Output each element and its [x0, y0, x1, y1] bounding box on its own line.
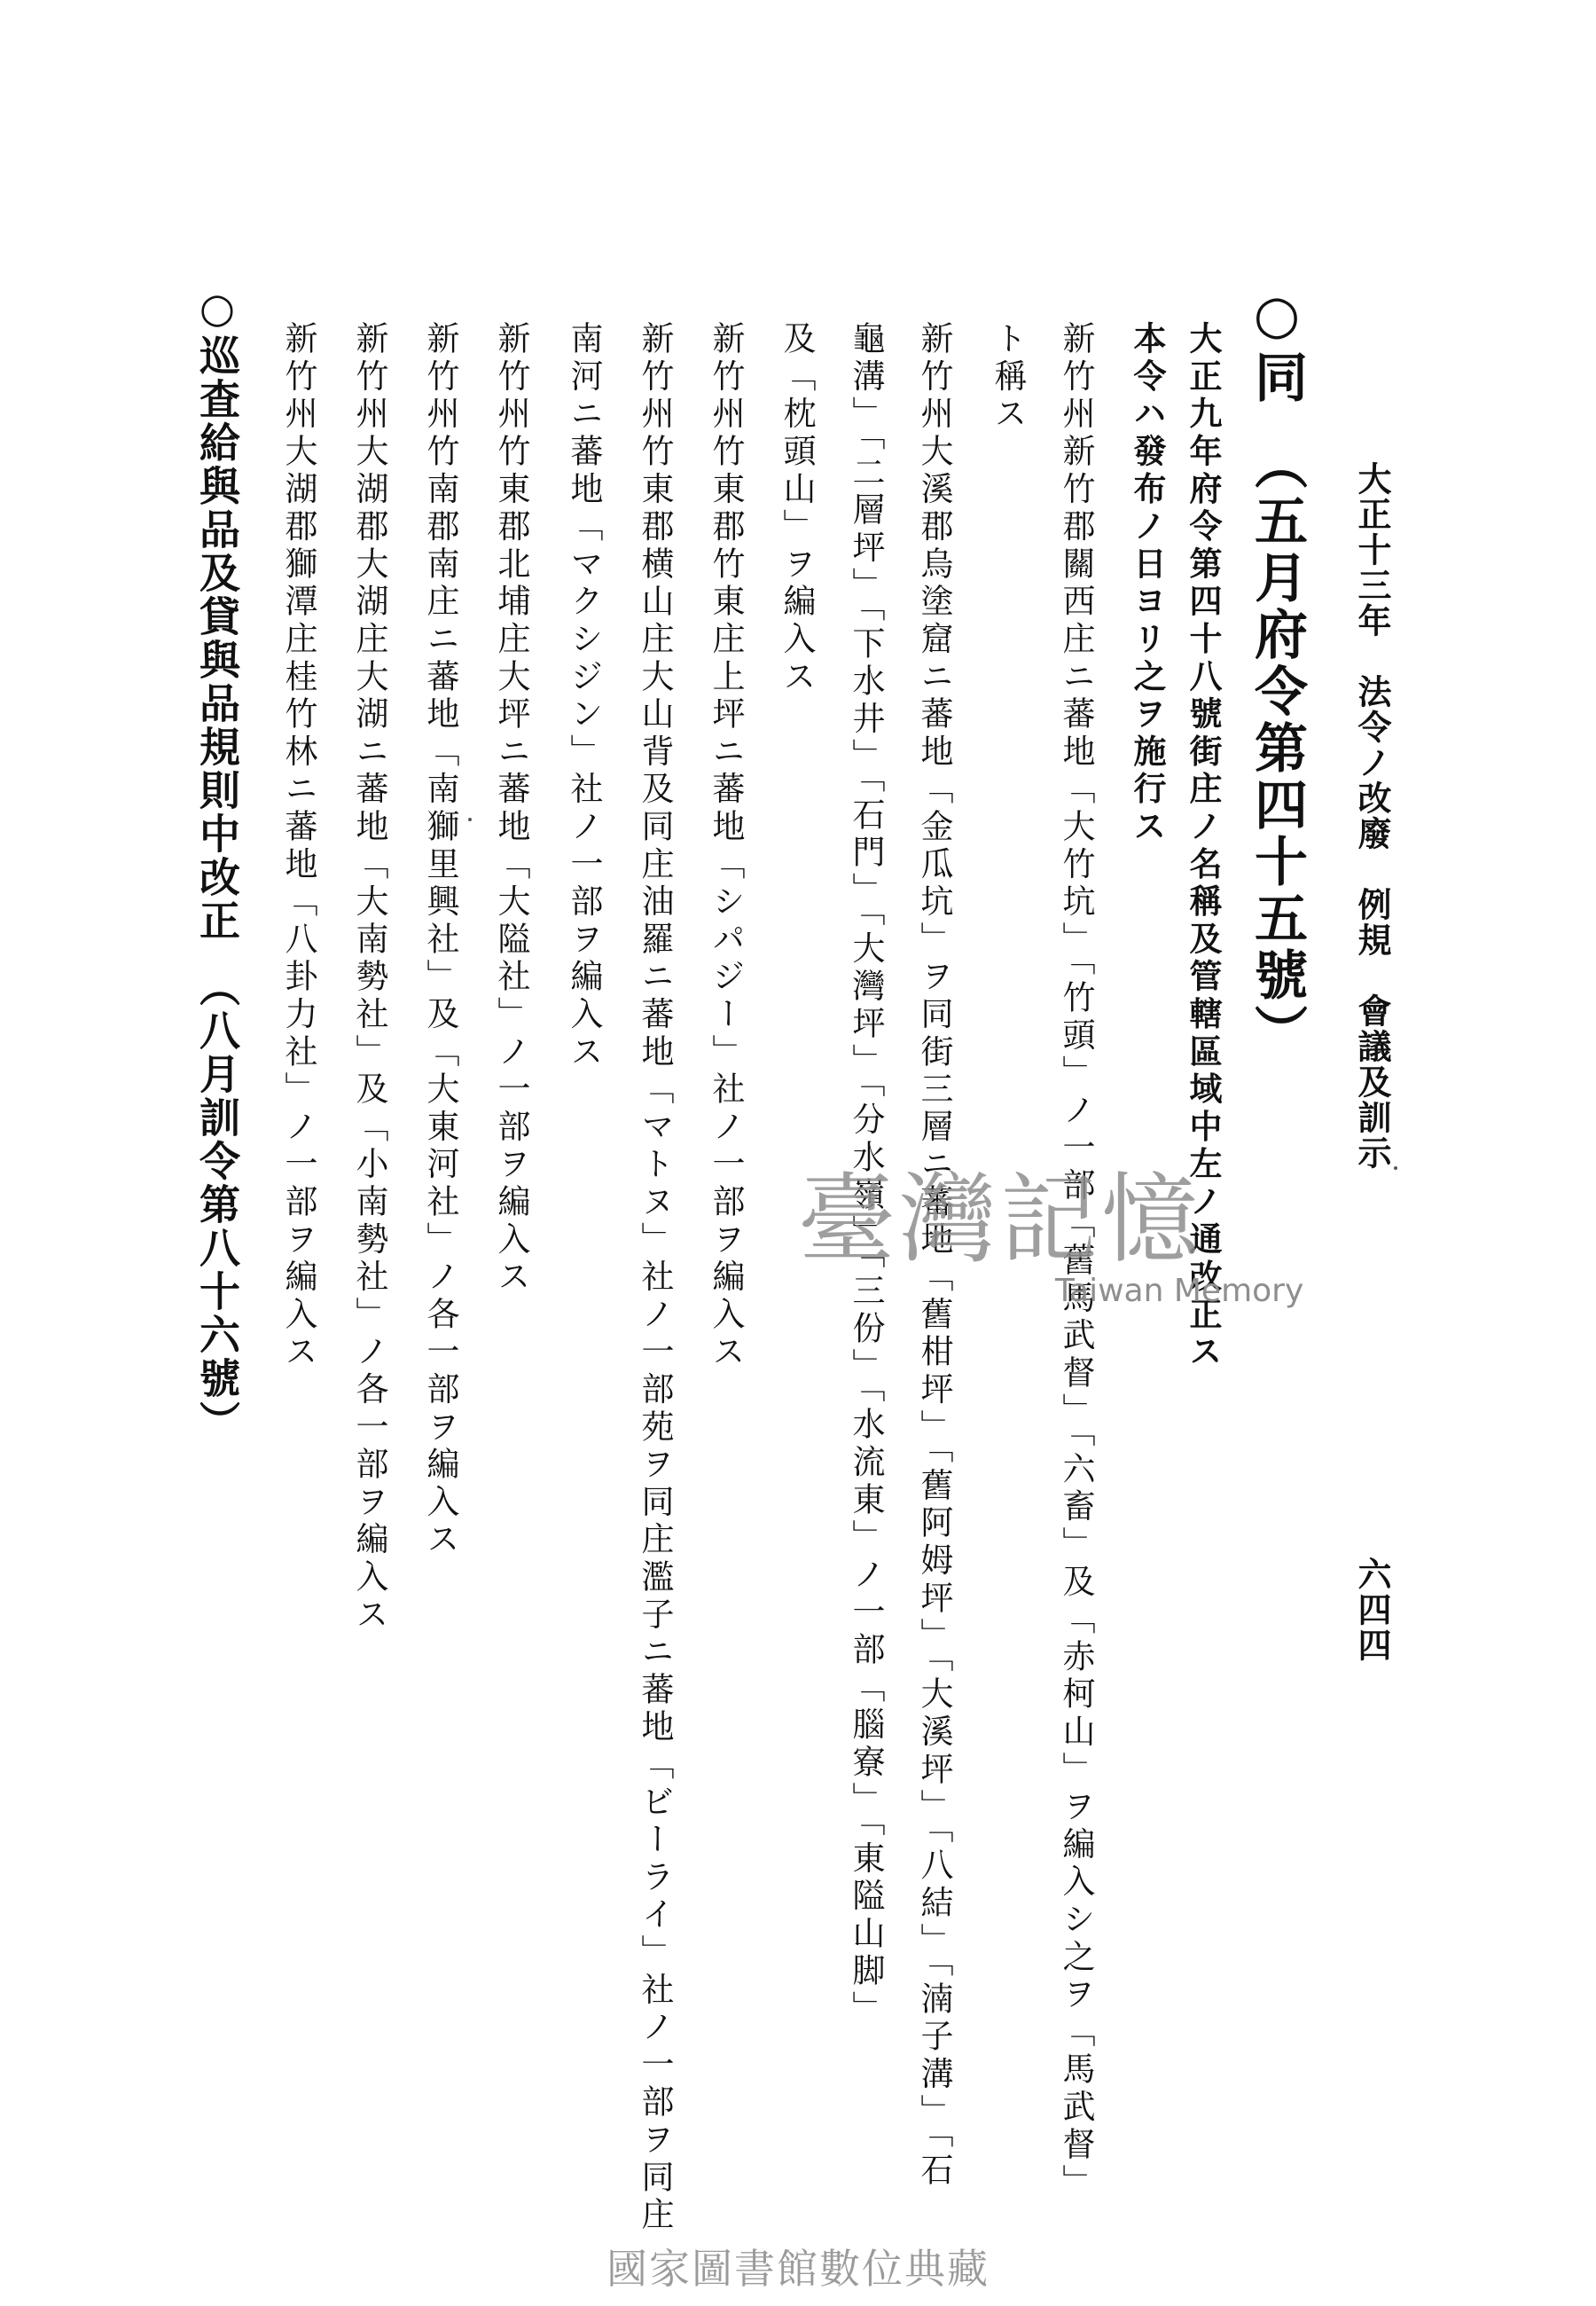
text-column: 新竹州竹東郡横山庄大山背及同庄油羅ニ蕃地「マトヌ」社ノ一部苑ヲ同庄濫子ニ蕃地「ビーライ」社ノ一部ヲ同庄: [636, 321, 674, 2235]
text-column: 大正九年府令第四十八號街庄ノ名稱及管轄區域中左ノ通改正ス: [1184, 321, 1223, 1372]
scan-speck: [468, 818, 472, 821]
footer-archive-label: 國家圖書館數位典藏: [606, 2245, 990, 2293]
text-column: 新竹州新竹郡關西庄ニ蕃地「大竹坑」「竹頭」ノ一部「舊馬武督」「六畜」及「赤柯山」ヲ編入シ之ヲ「馬武督」: [1057, 321, 1095, 2202]
watermark: [798, 1163, 1304, 1313]
watermark-english: Taiwan Memory: [1055, 1273, 1304, 1309]
text-column: 新竹州大湖郡獅潭庄桂竹林ニ蕃地「八卦力社」ノ一部ヲ編入ス: [279, 321, 317, 1372]
text-column: 新竹州大湖郡大湖庄大湖ニ蕃地「大南勢社」及「小南勢社」ノ各一部ヲ編入ス: [350, 321, 388, 1635]
text-column: 新竹州竹東郡北埔庄大坪ニ蕃地「大隘社」ノ一部ヲ編入ス: [492, 321, 530, 1297]
watermark-chinese: 臺灣記憶: [798, 1163, 1202, 1276]
text-column: 本令ハ發布ノ日ヨリ之ヲ施行ス: [1128, 321, 1167, 847]
section-heading: ○同 （五月府令第四十五號）: [1246, 284, 1308, 1061]
section-heading: ○巡査給與品及貸與品規則中改正 （八月訓令第八十六號）: [193, 284, 241, 1444]
text-column: ト稱ス: [989, 321, 1027, 434]
running-header: 大正十三年 法令ノ改廢 例規 會議及訓示: [1352, 461, 1392, 1171]
text-column: 龜溝」「二層坪」「下水井」「石門」「大灣坪」「分水嶺」「三份」「水流東」ノ一部「腦寮」「東隘山脚」: [847, 321, 885, 2028]
page-number: 六四四: [1352, 1557, 1392, 1663]
text-column: 新竹州竹東郡竹東庄上坪ニ蕃地「シパジー」社ノ一部ヲ編入ス: [707, 321, 745, 1372]
text-column: 及「枕頭山」ヲ編入ス: [778, 321, 816, 696]
text-column: 新竹州大溪郡烏塗窟ニ蕃地「金瓜坑」ヲ同街三層ニ蕃地「舊柑坪」「舊阿姆坪」「大溪坪」「八結」「湳子溝」「石: [915, 321, 953, 2191]
text-column: 南河ニ蕃地「マクシジン」社ノ一部ヲ編入ス: [565, 321, 603, 1071]
text-column: 新竹州竹南郡南庄ニ蕃地「南獅里興社」及「大東河社」ノ各一部ヲ編入ス: [421, 321, 459, 1559]
scan-speck: [1394, 1166, 1397, 1170]
